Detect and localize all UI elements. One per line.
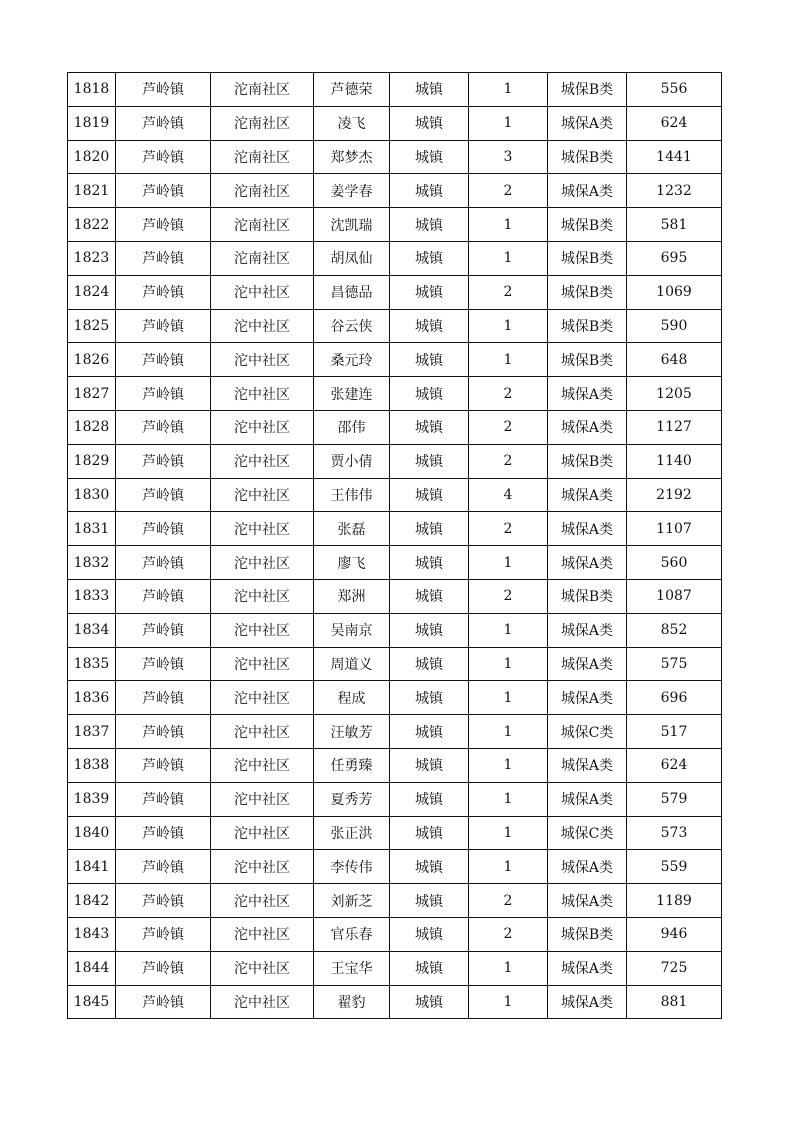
household-type-cell: 城镇 bbox=[390, 73, 469, 107]
member-count-cell: 1 bbox=[469, 715, 548, 749]
household-type-cell: 城镇 bbox=[390, 850, 469, 884]
table-row bbox=[68, 951, 722, 985]
household-type-cell: 城镇 bbox=[390, 579, 469, 613]
category-cell: 城保B类 bbox=[548, 241, 627, 275]
name-cell: 沈凯瑞 bbox=[314, 208, 390, 242]
record-number-cell: 1833 bbox=[68, 579, 116, 613]
community-cell: 沱南社区 bbox=[211, 174, 314, 208]
name-cell: 刘新芝 bbox=[314, 884, 390, 918]
household-type-cell: 城镇 bbox=[390, 512, 469, 546]
table-body bbox=[68, 73, 722, 1019]
category-cell: 城保A类 bbox=[548, 748, 627, 782]
member-count-cell: 1 bbox=[469, 309, 548, 343]
table-row bbox=[68, 579, 722, 613]
table-row bbox=[68, 106, 722, 140]
household-type-cell: 城镇 bbox=[390, 444, 469, 478]
record-number-cell: 1831 bbox=[68, 512, 116, 546]
household-type-cell: 城镇 bbox=[390, 715, 469, 749]
table-row bbox=[68, 816, 722, 850]
community-cell: 沱中社区 bbox=[211, 410, 314, 444]
member-count-cell: 1 bbox=[469, 241, 548, 275]
category-cell: 城保B类 bbox=[548, 309, 627, 343]
table-row bbox=[68, 512, 722, 546]
record-number-cell: 1818 bbox=[68, 73, 116, 107]
category-cell: 城保A类 bbox=[548, 782, 627, 816]
record-number-cell: 1830 bbox=[68, 478, 116, 512]
category-cell: 城保B类 bbox=[548, 343, 627, 377]
household-type-cell: 城镇 bbox=[390, 816, 469, 850]
name-cell: 张建连 bbox=[314, 377, 390, 411]
category-cell: 城保B类 bbox=[548, 917, 627, 951]
community-cell: 沱中社区 bbox=[211, 985, 314, 1019]
amount-cell: 556 bbox=[627, 73, 722, 107]
record-number-cell: 1841 bbox=[68, 850, 116, 884]
category-cell: 城保B类 bbox=[548, 579, 627, 613]
household-type-cell: 城镇 bbox=[390, 174, 469, 208]
community-cell: 沱中社区 bbox=[211, 275, 314, 309]
amount-cell: 1140 bbox=[627, 444, 722, 478]
category-cell: 城保B类 bbox=[548, 444, 627, 478]
table-row bbox=[68, 309, 722, 343]
member-count-cell: 4 bbox=[469, 478, 548, 512]
record-number-cell: 1842 bbox=[68, 884, 116, 918]
member-count-cell: 2 bbox=[469, 917, 548, 951]
town-cell: 芦岭镇 bbox=[116, 174, 211, 208]
name-cell: 芦德荣 bbox=[314, 73, 390, 107]
amount-cell: 1232 bbox=[627, 174, 722, 208]
name-cell: 吴南京 bbox=[314, 613, 390, 647]
community-cell: 沱南社区 bbox=[211, 208, 314, 242]
category-cell: 城保A类 bbox=[548, 377, 627, 411]
household-type-cell: 城镇 bbox=[390, 681, 469, 715]
household-type-cell: 城镇 bbox=[390, 478, 469, 512]
name-cell: 李传伟 bbox=[314, 850, 390, 884]
category-cell: 城保A类 bbox=[548, 985, 627, 1019]
household-type-cell: 城镇 bbox=[390, 748, 469, 782]
community-cell: 沱中社区 bbox=[211, 377, 314, 411]
name-cell: 官乐春 bbox=[314, 917, 390, 951]
category-cell: 城保A类 bbox=[548, 174, 627, 208]
record-number-cell: 1839 bbox=[68, 782, 116, 816]
table-row bbox=[68, 647, 722, 681]
community-cell: 沱中社区 bbox=[211, 884, 314, 918]
table-row bbox=[68, 782, 722, 816]
record-number-cell: 1819 bbox=[68, 106, 116, 140]
community-cell: 沱中社区 bbox=[211, 850, 314, 884]
name-cell: 胡凤仙 bbox=[314, 241, 390, 275]
amount-cell: 696 bbox=[627, 681, 722, 715]
community-cell: 沱中社区 bbox=[211, 951, 314, 985]
community-cell: 沱中社区 bbox=[211, 917, 314, 951]
amount-cell: 560 bbox=[627, 546, 722, 580]
community-cell: 沱中社区 bbox=[211, 748, 314, 782]
member-count-cell: 2 bbox=[469, 512, 548, 546]
town-cell: 芦岭镇 bbox=[116, 140, 211, 174]
table-row bbox=[68, 343, 722, 377]
community-cell: 沱中社区 bbox=[211, 681, 314, 715]
category-cell: 城保A类 bbox=[548, 106, 627, 140]
category-cell: 城保A类 bbox=[548, 951, 627, 985]
name-cell: 夏秀芳 bbox=[314, 782, 390, 816]
town-cell: 芦岭镇 bbox=[116, 647, 211, 681]
record-number-cell: 1834 bbox=[68, 613, 116, 647]
member-count-cell: 2 bbox=[469, 174, 548, 208]
town-cell: 芦岭镇 bbox=[116, 410, 211, 444]
town-cell: 芦岭镇 bbox=[116, 444, 211, 478]
table-row bbox=[68, 444, 722, 478]
community-cell: 沱南社区 bbox=[211, 241, 314, 275]
household-type-cell: 城镇 bbox=[390, 951, 469, 985]
town-cell: 芦岭镇 bbox=[116, 681, 211, 715]
town-cell: 芦岭镇 bbox=[116, 782, 211, 816]
category-cell: 城保A类 bbox=[548, 512, 627, 546]
table-row bbox=[68, 850, 722, 884]
town-cell: 芦岭镇 bbox=[116, 106, 211, 140]
amount-cell: 1189 bbox=[627, 884, 722, 918]
amount-cell: 517 bbox=[627, 715, 722, 749]
name-cell: 郑洲 bbox=[314, 579, 390, 613]
amount-cell: 1127 bbox=[627, 410, 722, 444]
amount-cell: 725 bbox=[627, 951, 722, 985]
amount-cell: 1205 bbox=[627, 377, 722, 411]
town-cell: 芦岭镇 bbox=[116, 850, 211, 884]
name-cell: 郑梦杰 bbox=[314, 140, 390, 174]
member-count-cell: 2 bbox=[469, 444, 548, 478]
town-cell: 芦岭镇 bbox=[116, 917, 211, 951]
town-cell: 芦岭镇 bbox=[116, 715, 211, 749]
record-number-cell: 1836 bbox=[68, 681, 116, 715]
member-count-cell: 2 bbox=[469, 377, 548, 411]
town-cell: 芦岭镇 bbox=[116, 816, 211, 850]
beneficiary-table bbox=[67, 72, 722, 1019]
name-cell: 凌飞 bbox=[314, 106, 390, 140]
amount-cell: 575 bbox=[627, 647, 722, 681]
town-cell: 芦岭镇 bbox=[116, 343, 211, 377]
member-count-cell: 3 bbox=[469, 140, 548, 174]
member-count-cell: 1 bbox=[469, 613, 548, 647]
community-cell: 沱中社区 bbox=[211, 613, 314, 647]
table-row bbox=[68, 73, 722, 107]
member-count-cell: 2 bbox=[469, 579, 548, 613]
record-number-cell: 1838 bbox=[68, 748, 116, 782]
household-type-cell: 城镇 bbox=[390, 106, 469, 140]
category-cell: 城保A类 bbox=[548, 613, 627, 647]
member-count-cell: 1 bbox=[469, 985, 548, 1019]
table-row bbox=[68, 241, 722, 275]
name-cell: 廖飞 bbox=[314, 546, 390, 580]
record-number-cell: 1822 bbox=[68, 208, 116, 242]
record-number-cell: 1826 bbox=[68, 343, 116, 377]
member-count-cell: 1 bbox=[469, 850, 548, 884]
amount-cell: 559 bbox=[627, 850, 722, 884]
record-number-cell: 1823 bbox=[68, 241, 116, 275]
record-number-cell: 1825 bbox=[68, 309, 116, 343]
record-number-cell: 1828 bbox=[68, 410, 116, 444]
name-cell: 汪敏芳 bbox=[314, 715, 390, 749]
name-cell: 邵伟 bbox=[314, 410, 390, 444]
record-number-cell: 1824 bbox=[68, 275, 116, 309]
community-cell: 沱中社区 bbox=[211, 816, 314, 850]
amount-cell: 1107 bbox=[627, 512, 722, 546]
town-cell: 芦岭镇 bbox=[116, 377, 211, 411]
town-cell: 芦岭镇 bbox=[116, 208, 211, 242]
amount-cell: 1087 bbox=[627, 579, 722, 613]
name-cell: 程成 bbox=[314, 681, 390, 715]
record-number-cell: 1820 bbox=[68, 140, 116, 174]
member-count-cell: 1 bbox=[469, 816, 548, 850]
category-cell: 城保B类 bbox=[548, 140, 627, 174]
town-cell: 芦岭镇 bbox=[116, 951, 211, 985]
town-cell: 芦岭镇 bbox=[116, 546, 211, 580]
amount-cell: 1069 bbox=[627, 275, 722, 309]
name-cell: 桑元玲 bbox=[314, 343, 390, 377]
amount-cell: 590 bbox=[627, 309, 722, 343]
category-cell: 城保B类 bbox=[548, 208, 627, 242]
name-cell: 姜学春 bbox=[314, 174, 390, 208]
community-cell: 沱南社区 bbox=[211, 73, 314, 107]
table-row bbox=[68, 715, 722, 749]
category-cell: 城保B类 bbox=[548, 73, 627, 107]
community-cell: 沱中社区 bbox=[211, 512, 314, 546]
record-number-cell: 1844 bbox=[68, 951, 116, 985]
town-cell: 芦岭镇 bbox=[116, 884, 211, 918]
member-count-cell: 1 bbox=[469, 106, 548, 140]
member-count-cell: 1 bbox=[469, 951, 548, 985]
name-cell: 王宝华 bbox=[314, 951, 390, 985]
amount-cell: 579 bbox=[627, 782, 722, 816]
member-count-cell: 1 bbox=[469, 782, 548, 816]
name-cell: 谷云侠 bbox=[314, 309, 390, 343]
amount-cell: 573 bbox=[627, 816, 722, 850]
household-type-cell: 城镇 bbox=[390, 377, 469, 411]
table-row bbox=[68, 377, 722, 411]
table-row bbox=[68, 546, 722, 580]
town-cell: 芦岭镇 bbox=[116, 512, 211, 546]
amount-cell: 695 bbox=[627, 241, 722, 275]
town-cell: 芦岭镇 bbox=[116, 985, 211, 1019]
amount-cell: 2192 bbox=[627, 478, 722, 512]
amount-cell: 581 bbox=[627, 208, 722, 242]
town-cell: 芦岭镇 bbox=[116, 748, 211, 782]
community-cell: 沱南社区 bbox=[211, 140, 314, 174]
name-cell: 翟豹 bbox=[314, 985, 390, 1019]
amount-cell: 881 bbox=[627, 985, 722, 1019]
community-cell: 沱中社区 bbox=[211, 343, 314, 377]
category-cell: 城保C类 bbox=[548, 715, 627, 749]
member-count-cell: 2 bbox=[469, 410, 548, 444]
member-count-cell: 1 bbox=[469, 647, 548, 681]
town-cell: 芦岭镇 bbox=[116, 275, 211, 309]
member-count-cell: 1 bbox=[469, 73, 548, 107]
member-count-cell: 1 bbox=[469, 681, 548, 715]
table-row bbox=[68, 681, 722, 715]
table-row bbox=[68, 174, 722, 208]
household-type-cell: 城镇 bbox=[390, 985, 469, 1019]
household-type-cell: 城镇 bbox=[390, 140, 469, 174]
record-number-cell: 1845 bbox=[68, 985, 116, 1019]
name-cell: 昌德品 bbox=[314, 275, 390, 309]
category-cell: 城保C类 bbox=[548, 816, 627, 850]
town-cell: 芦岭镇 bbox=[116, 579, 211, 613]
record-number-cell: 1840 bbox=[68, 816, 116, 850]
amount-cell: 852 bbox=[627, 613, 722, 647]
amount-cell: 946 bbox=[627, 917, 722, 951]
table-row bbox=[68, 275, 722, 309]
category-cell: 城保A类 bbox=[548, 647, 627, 681]
record-number-cell: 1827 bbox=[68, 377, 116, 411]
category-cell: 城保B类 bbox=[548, 275, 627, 309]
amount-cell: 1441 bbox=[627, 140, 722, 174]
name-cell: 贾小倩 bbox=[314, 444, 390, 478]
household-type-cell: 城镇 bbox=[390, 275, 469, 309]
household-type-cell: 城镇 bbox=[390, 208, 469, 242]
member-count-cell: 1 bbox=[469, 748, 548, 782]
category-cell: 城保A类 bbox=[548, 884, 627, 918]
household-type-cell: 城镇 bbox=[390, 782, 469, 816]
name-cell: 王伟伟 bbox=[314, 478, 390, 512]
community-cell: 沱中社区 bbox=[211, 715, 314, 749]
amount-cell: 624 bbox=[627, 748, 722, 782]
household-type-cell: 城镇 bbox=[390, 647, 469, 681]
category-cell: 城保A类 bbox=[548, 850, 627, 884]
table-row bbox=[68, 985, 722, 1019]
table-row bbox=[68, 613, 722, 647]
category-cell: 城保A类 bbox=[548, 546, 627, 580]
town-cell: 芦岭镇 bbox=[116, 241, 211, 275]
amount-cell: 624 bbox=[627, 106, 722, 140]
member-count-cell: 1 bbox=[469, 208, 548, 242]
household-type-cell: 城镇 bbox=[390, 917, 469, 951]
amount-cell: 648 bbox=[627, 343, 722, 377]
community-cell: 沱中社区 bbox=[211, 782, 314, 816]
town-cell: 芦岭镇 bbox=[116, 478, 211, 512]
table-row bbox=[68, 208, 722, 242]
record-number-cell: 1837 bbox=[68, 715, 116, 749]
community-cell: 沱中社区 bbox=[211, 579, 314, 613]
record-number-cell: 1843 bbox=[68, 917, 116, 951]
category-cell: 城保A类 bbox=[548, 478, 627, 512]
table-row bbox=[68, 884, 722, 918]
town-cell: 芦岭镇 bbox=[116, 309, 211, 343]
record-number-cell: 1829 bbox=[68, 444, 116, 478]
record-number-cell: 1832 bbox=[68, 546, 116, 580]
household-type-cell: 城镇 bbox=[390, 884, 469, 918]
community-cell: 沱中社区 bbox=[211, 444, 314, 478]
name-cell: 张磊 bbox=[314, 512, 390, 546]
name-cell: 任勇臻 bbox=[314, 748, 390, 782]
table-row bbox=[68, 748, 722, 782]
community-cell: 沱南社区 bbox=[211, 106, 314, 140]
household-type-cell: 城镇 bbox=[390, 241, 469, 275]
table-row bbox=[68, 478, 722, 512]
household-type-cell: 城镇 bbox=[390, 410, 469, 444]
town-cell: 芦岭镇 bbox=[116, 613, 211, 647]
town-cell: 芦岭镇 bbox=[116, 73, 211, 107]
household-type-cell: 城镇 bbox=[390, 343, 469, 377]
category-cell: 城保A类 bbox=[548, 410, 627, 444]
record-number-cell: 1835 bbox=[68, 647, 116, 681]
member-count-cell: 2 bbox=[469, 275, 548, 309]
record-number-cell: 1821 bbox=[68, 174, 116, 208]
table-row bbox=[68, 410, 722, 444]
community-cell: 沱中社区 bbox=[211, 309, 314, 343]
table-row bbox=[68, 917, 722, 951]
name-cell: 周道义 bbox=[314, 647, 390, 681]
member-count-cell: 1 bbox=[469, 546, 548, 580]
community-cell: 沱中社区 bbox=[211, 647, 314, 681]
category-cell: 城保A类 bbox=[548, 681, 627, 715]
household-type-cell: 城镇 bbox=[390, 309, 469, 343]
table-row bbox=[68, 140, 722, 174]
community-cell: 沱中社区 bbox=[211, 546, 314, 580]
name-cell: 张正洪 bbox=[314, 816, 390, 850]
household-type-cell: 城镇 bbox=[390, 613, 469, 647]
community-cell: 沱中社区 bbox=[211, 478, 314, 512]
household-type-cell: 城镇 bbox=[390, 546, 469, 580]
member-count-cell: 1 bbox=[469, 343, 548, 377]
member-count-cell: 2 bbox=[469, 884, 548, 918]
